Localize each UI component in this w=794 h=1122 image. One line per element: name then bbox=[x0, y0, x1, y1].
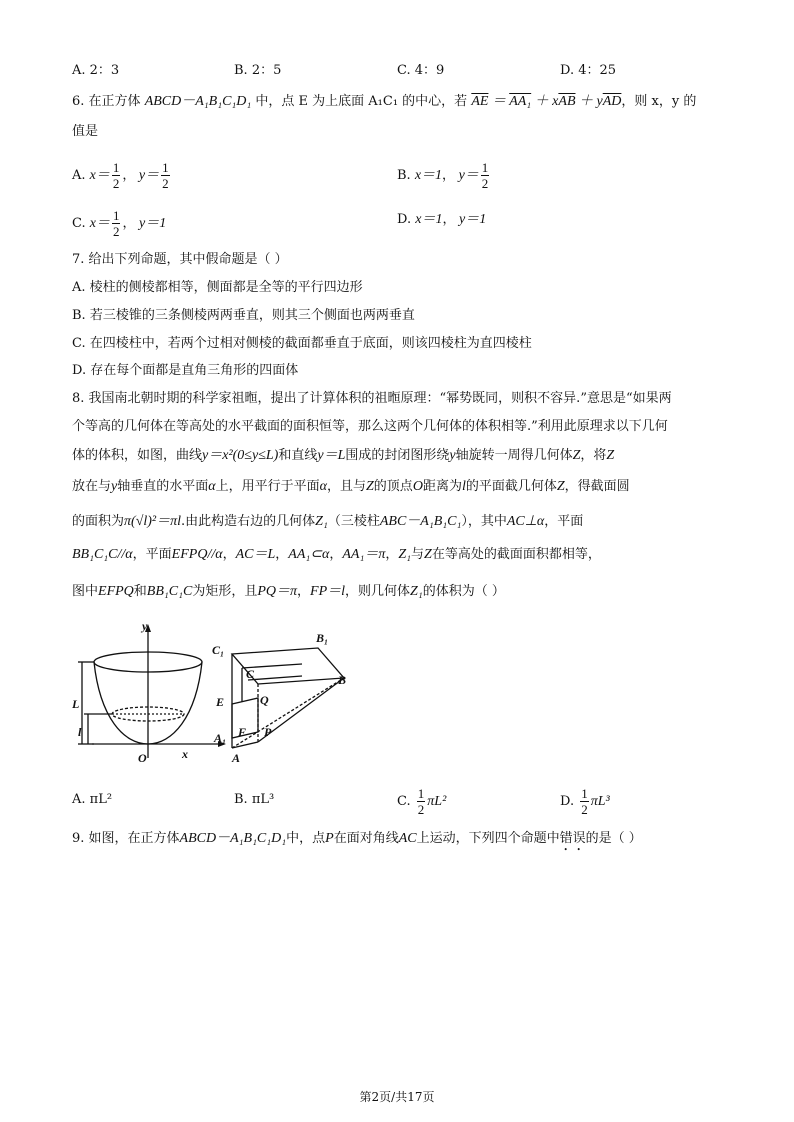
q5-option-a: A. 2：3 bbox=[72, 63, 120, 78]
q8-figure bbox=[72, 618, 362, 768]
q7-stem: 7. 给出下列命题，其中假命题是（ ） bbox=[72, 252, 288, 267]
fraction: $\frac{1}{2}$ bbox=[162, 160, 169, 191]
label-A: A bbox=[232, 751, 241, 765]
emphasis-word: 错误 bbox=[559, 831, 586, 846]
q5-option-d: D. 4：25 bbox=[560, 63, 617, 78]
label-C1: C₁ bbox=[212, 643, 225, 657]
label-F: F bbox=[238, 725, 247, 739]
q6-solid: ABCD－A₁B₁C₁D₁ bbox=[144, 94, 252, 109]
q5-option-c: C. 4：9 bbox=[397, 63, 445, 78]
q7-option-d: D. 存在每个面都是直角三角形的四面体 bbox=[72, 363, 299, 378]
option-label: B. bbox=[397, 168, 411, 183]
q8-option-d: D. $\frac{1}{2}$ πL³ bbox=[560, 786, 610, 817]
q7-option-c: C. 在四棱柱中，若两个过相对侧棱的截面都垂直于底面，则该四棱柱为直四棱柱 bbox=[72, 336, 532, 351]
q8-line6: BB₁C₁C//α，平面EFPQ//α，AC＝L，AA₁⊂α，AA₁＝π，Z₁与Z在等高处的截面面积都相等， bbox=[72, 547, 601, 562]
label-B1: B₁ bbox=[316, 631, 329, 645]
q9-stem: 9. 如图，在正方体ABCD－A₁B₁C₁D₁中，点P在面对角线AC上运动，下列四个命题中错误的是（ ） bbox=[72, 831, 642, 846]
fraction: $\frac{1}{2}$ bbox=[481, 160, 489, 191]
label-A1: A₁ bbox=[214, 731, 227, 745]
label-E: E bbox=[216, 695, 225, 709]
q6-option-c: C. x＝ $\frac{1}{2}$ ， y＝1 bbox=[72, 208, 167, 239]
vector-ad: $\overline{AD}$ bbox=[602, 94, 622, 109]
vector-aa1: AA₁ bbox=[509, 94, 532, 109]
q8-line5: 的面积为π(√l)²＝πl.由此构造右边的几何体Z₁（三棱柱ABC－A₁B₁C₁），其中AC⊥α，平面 bbox=[72, 514, 584, 529]
q6-option-a: A. x＝ $\frac{1}{2}$ ， y＝ $\frac{1}{2}$ bbox=[72, 160, 169, 191]
q6-tail: ，则 x，y 的 bbox=[621, 94, 697, 109]
q6-option-d: D. x＝1， y＝1 bbox=[397, 212, 487, 227]
label-P: P bbox=[264, 725, 272, 739]
label-y: y bbox=[142, 619, 148, 633]
q8-line1: 8. 我国南北朝时期的科学家祖暅，提出了计算体积的祖暅原理：“幂势既同，则积不容异.”意思是“如果两 bbox=[72, 391, 672, 406]
label-Q: Q bbox=[260, 693, 269, 707]
label-x: x bbox=[182, 747, 188, 761]
q6-stem-line1: 6. 在正方体 ABCD－A₁B₁C₁D₁ 中，点 E 为上底面 A₁C₁ 的中心，若 $\overline{AE} = AA_1 + x\overline{AB} + y\overline{AD}$，则 x，y 的 bbox=[72, 94, 697, 109]
option-label: C. bbox=[72, 216, 86, 231]
q6-number: 6. 在正方体 bbox=[72, 94, 141, 109]
fraction: $\frac{1}{2}$ bbox=[112, 208, 120, 239]
q7-option-b: B. 若三棱锥的三条侧棱两两垂直，则其三个侧面也两两垂直 bbox=[72, 308, 415, 323]
fraction: $\frac{1}{2}$ bbox=[112, 160, 120, 191]
q5-option-b: B. 2：5 bbox=[234, 63, 282, 78]
q6-stem-line2: 值是 bbox=[72, 124, 99, 139]
q8-line7: 图中EFPQ和BB₁C₁C为矩形，且PQ＝π，FP＝l，则几何体Z₁的体积为（ ） bbox=[72, 584, 505, 599]
label-C: C bbox=[246, 667, 255, 681]
label-B: B bbox=[338, 673, 347, 687]
q8-line3: 体的体积，如图，曲线y＝x²(0≤y≤L)和直线y＝L围成的封闭图形绕y轴旋转一周得几何体Z，将Z bbox=[72, 448, 615, 463]
q8-option-a: A. πL² bbox=[72, 792, 113, 807]
fraction: $\frac{1}{2}$ bbox=[581, 786, 588, 817]
vector-ab: $\overline{AB}$ bbox=[558, 94, 576, 109]
q8-option-c: C. $\frac{1}{2}$ πL² bbox=[397, 786, 447, 817]
vector-ae: $\overline{AE}$ bbox=[471, 94, 489, 109]
q8-line4: 放在与y轴垂直的水平面α上，用平行于平面α，且与Z的顶点O距离为l的平面截几何体Z，得截面圆 bbox=[72, 479, 630, 494]
q6-text: 中，点 E 为上底面 A₁C₁ 的中心，若 bbox=[255, 94, 468, 109]
label-l: l bbox=[78, 725, 82, 739]
page-footer: 第2页/共17页 bbox=[359, 1090, 435, 1104]
label-L: L bbox=[72, 697, 80, 711]
label-O: O bbox=[138, 751, 147, 765]
q8-line2: 个等高的几何体在等高处的水平截面的面积恒等，那么这两个几何体的体积相等.”利用此原理求以下几何 bbox=[72, 419, 668, 434]
q7-option-a: A. 棱柱的侧棱都相等，侧面都是全等的平行四边形 bbox=[72, 280, 363, 295]
option-label: A. bbox=[72, 168, 86, 183]
q8-option-b: B. πL³ bbox=[234, 792, 275, 807]
option-label: D. bbox=[397, 212, 412, 227]
fraction: $\frac{1}{2}$ bbox=[417, 786, 425, 817]
q6-option-b: B. x＝1， y＝ $\frac{1}{2}$ bbox=[397, 160, 489, 191]
